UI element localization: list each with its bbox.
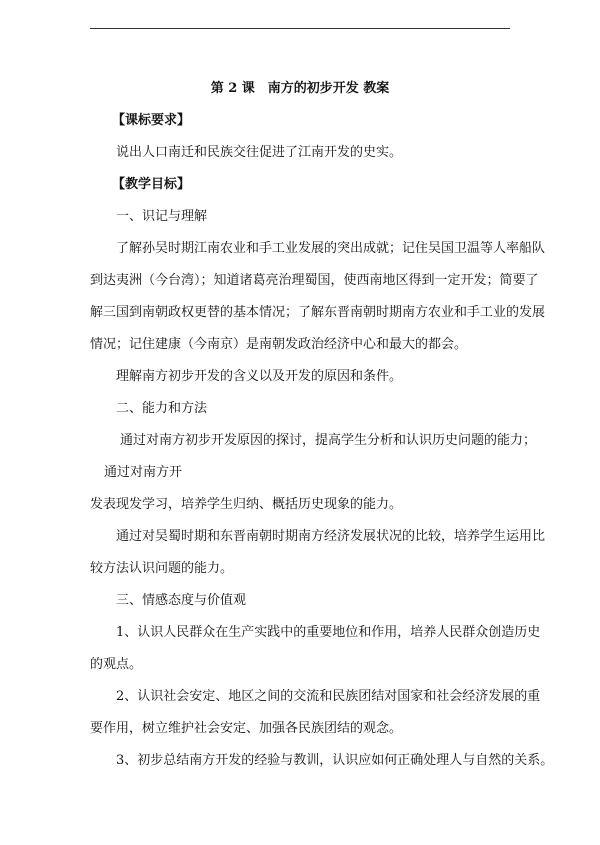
paragraph-line: 要作用，树立维护社会安定、加强各民族团结的观念。	[90, 721, 403, 736]
subheading-values: 三、情感态度与价值观	[116, 593, 247, 608]
paragraph-line: 理解南方初步开发的含义以及开发的原因和条件。	[116, 369, 403, 384]
header-rule	[90, 28, 510, 29]
paragraph-line: 到达夷洲（今台湾）；知道诸葛亮治理蜀国，使西南地区得到一定开发；简要了	[90, 273, 539, 288]
section-heading-curriculum: 【课标要求】	[112, 113, 191, 128]
paragraph-line: 通过对南方开	[104, 465, 183, 480]
paragraph-line: 2、认识社会安定、地区之间的交流和民族团结对国家和社会经济发展的重	[116, 689, 541, 704]
paragraph-line: 的观点。	[90, 657, 143, 672]
section-heading-objectives: 【教学目标】	[112, 177, 191, 192]
subheading-knowledge: 一、识记与理解	[116, 209, 208, 224]
paragraph-line: 情况；记住建康（今南京）是南朝发政治经济中心和最大的都会。	[90, 337, 468, 352]
paragraph-line: 了解孙吴时期江南农业和手工业发展的突出成就；记住吴国卫温等人率船队	[116, 241, 546, 256]
page-title: 第 2 课 南方的初步开发 教案	[210, 81, 390, 96]
paragraph-line: 通过对吴蜀时期和东晋南朝时期南方经济发展状况的比较，培养学生运用比	[116, 529, 546, 544]
paragraph-line: 1、认识人民群众在生产实践中的重要地位和作用，培养人民群众创造历史	[116, 625, 541, 640]
curriculum-text: 说出人口南迁和民族交往促进了江南开发的史实。	[116, 145, 403, 160]
paragraph-line: 3、初步总结南方开发的经验与教训，认识应如何正确处理人与自然的关系。	[116, 753, 554, 768]
paragraph-line: 较方法认识问题的能力。	[90, 561, 234, 576]
paragraph-line: 通过对南方初步开发原因的探讨，提高学生分析和认识历史问题的能力；	[120, 433, 537, 448]
paragraph-line: 发表现发学习，培养学生归纳、概括历史现象的能力。	[90, 497, 403, 512]
subheading-skills: 二、能力和方法	[116, 401, 208, 416]
paragraph-line: 解三国到南朝政权更替的基本情况；了解东晋南朝时期南方农业和手工业的发展	[90, 305, 546, 320]
